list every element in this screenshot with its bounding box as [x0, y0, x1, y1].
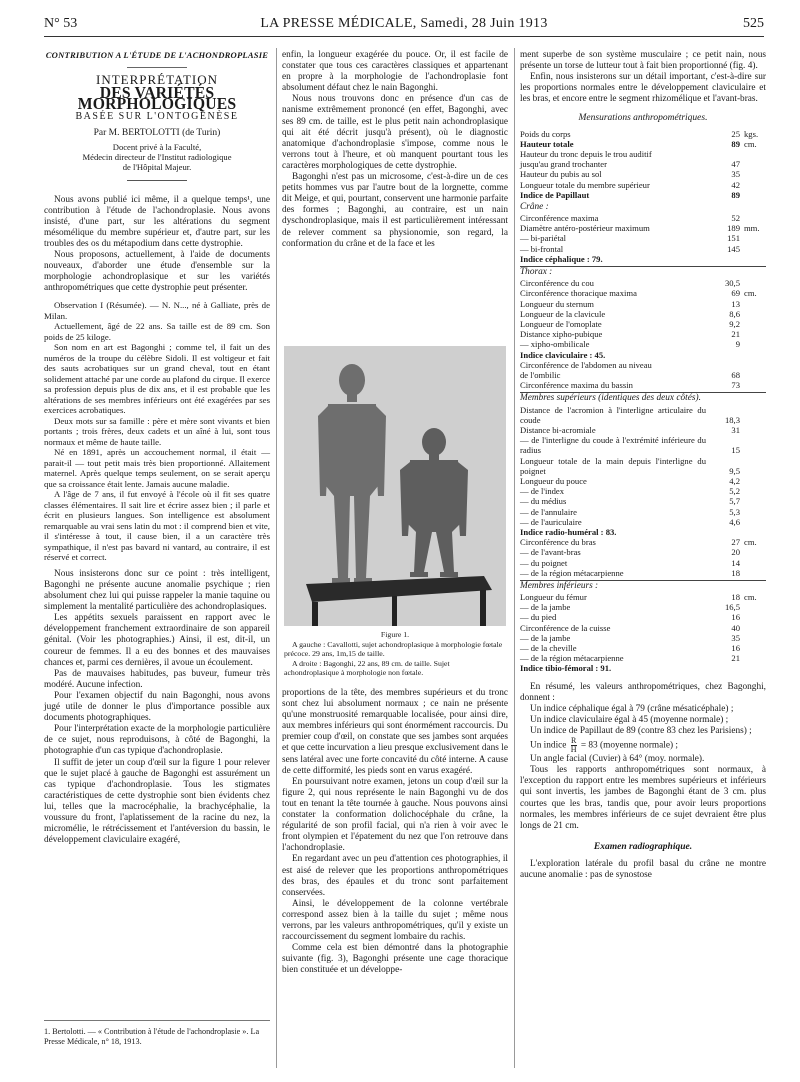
- measurement-value: 8,6: [729, 308, 740, 319]
- measurement-label: — du médius: [520, 496, 567, 507]
- measurement-value: 21: [731, 653, 740, 664]
- measurement-unit: [740, 633, 766, 643]
- author: Par M. BERTOLOTTI (de Turin): [93, 128, 221, 139]
- measurement-row: [520, 380, 766, 390]
- measurement-unit: [740, 149, 766, 159]
- section-label: Membres supérieurs (identiques des deux côtés).: [520, 392, 766, 404]
- paragraph: Pas de mauvaises habitudes, pas buveur, fumeur très modéré. Aucune infection.: [44, 668, 270, 690]
- measurement-row: [520, 278, 766, 288]
- measurement-unit: [740, 319, 766, 329]
- affiliation-line: de l'Hôpital Majeur.: [122, 161, 192, 172]
- column-2-continued: [282, 688, 508, 976]
- measurement-value: 89: [731, 138, 740, 149]
- measurement-row: [520, 547, 766, 557]
- measurement-unit: [740, 653, 766, 663]
- measurement-label: Longueur de l'omoplate: [520, 319, 602, 329]
- paragraph: Nous avons publié ici même, il a quelque temps¹, une contribution à l'étude de l'achondroplasie. Nous avons insisté, d'une part, sur les altérations du segment mésomélique du membre supérieur et, d'autre part, sur les troubles des os du métapodium dans cette dystrophie.: [44, 194, 270, 249]
- measurement-unit: mm.: [744, 223, 760, 234]
- paragraph: Un angle facial (Cuvier) à 64° (moy. normale).: [530, 754, 705, 765]
- measurement-label: — de la jambe: [520, 632, 571, 643]
- measurement-value: [706, 360, 740, 370]
- measurement-row: [520, 623, 766, 633]
- measurement-row: [520, 592, 766, 602]
- measurement-value: 5,2: [729, 486, 740, 497]
- observation-paragraph: Né en 1891, après un accouchement normal, il était — parait-il — tout petit mais très bien proportionné. Allaitement maternel. Après quelque temps seulement, on se serait aperçu que sa croissance était lente. Jamais aucune maladie.: [44, 447, 270, 489]
- measurement-value: [706, 350, 740, 360]
- paragraph: Les appétits sexuels paraissent en rapport avec le développement franchement extraordinaire de son appareil génital. (Voir les photographies.) Ainsi, il est, dit-il, un coureur de femmes. Il a eu des bonnes et des mauvaises chances et, parmi ces dernières, il avoue un écoulement.: [44, 613, 270, 668]
- measurement-unit: [740, 602, 766, 612]
- measurement-value: 27: [731, 537, 740, 548]
- measurement-row: [520, 612, 766, 622]
- figure-caption: [284, 630, 506, 678]
- measurement-unit: [740, 547, 766, 557]
- affiliation: [44, 142, 270, 172]
- measurement-value: 9: [735, 339, 740, 350]
- measurement-label: Longueur du sternum: [520, 298, 594, 309]
- measurement-unit: [740, 476, 766, 486]
- measurement-value: 14: [731, 557, 740, 568]
- measurement-label: — de l'annulaire: [520, 506, 577, 517]
- paragraph: Bagonghi n'est pas un microsome, c'est-à-dire un de ces petits hommes vus par l'autre bout de la lorgnette, comme dit Meige, et qui, pourtant, conservent une harmonie parfaite des formes ; Bagonghi, au contraire, est un nain dyschondroplasique, mais il est particulièrement intéressant de relever comment sa physionomie, son regard, la conformation du crâne et de la face et les: [282, 172, 508, 249]
- measurement-unit: [740, 568, 766, 578]
- measurement-value: 18,3: [724, 414, 740, 425]
- measurement-label: Hauteur du pubis au sol: [520, 169, 602, 180]
- measurement-unit: [740, 233, 766, 243]
- measurement-label: Indice claviculaire : 45.: [520, 349, 606, 360]
- measurement-row: [520, 159, 766, 169]
- measurement-label: Distance xipho-pubique: [520, 329, 603, 340]
- measurement-value: 151: [727, 233, 740, 244]
- section-heading: Examen radiographique.: [593, 841, 693, 852]
- measurement-value: 21: [731, 329, 740, 340]
- measurement-label: Longueur de la clavicule: [520, 308, 606, 319]
- measurement-label: — bi-pariétal: [520, 233, 567, 244]
- measurement-label: — de l'avant-bras: [520, 547, 581, 558]
- figure-title: Figure 1.: [380, 630, 410, 639]
- observation-paragraph: Observation I (Résumée). — N. N..., né à Galliate, près de Milan.: [44, 300, 270, 321]
- column-divider: [276, 48, 277, 1068]
- measurement-value: 9,5: [729, 465, 740, 476]
- measurement-value: 31: [731, 424, 740, 435]
- measurement-row: [520, 329, 766, 339]
- measurement-unit: [740, 507, 766, 517]
- measurement-value: 16,5: [724, 602, 740, 613]
- fraction-numerator: R: [570, 736, 577, 746]
- measurement-value: 4,2: [729, 475, 740, 486]
- measurement-label: Indice radio-huméral : 83.: [520, 526, 617, 537]
- caption-line: A droite : Bagonghi, 22 ans, 89 cm. de taille. Sujet achondroplasique à morphologie non fœtale.: [284, 658, 450, 677]
- measurement-label: Poids du corps: [520, 128, 571, 139]
- measurement-unit: [740, 329, 766, 339]
- affiliation-line: Médecin directeur de l'Institut radiologique: [82, 151, 232, 162]
- measurement-unit: [740, 350, 766, 360]
- measurement-value: [706, 663, 740, 673]
- measurement-row: [520, 129, 766, 139]
- measurement-row: [520, 653, 766, 663]
- measurement-value: 40: [731, 622, 740, 633]
- paragraph: proportions de la tête, des membres supérieurs et du tronc sont chez lui absolument normaux ; ce nain ne présente qu'une monstruosité remarquable localisée, pour ainsi dire, aux membres inférieurs qui sont énormément raccourcis. Du premier coup d'œil, on constate que ses jambes sont arquées et que cette incurvation a lieu presque exclusivement dans le sens latéral avec une forte concavité du côté interne. A cause de cette difformité, les pieds sont en varus exagéré.: [282, 688, 508, 776]
- measurement-label: Longueur totale du membre supérieur: [520, 179, 650, 190]
- paragraph: L'exploration latérale du profil basal du crâne ne montre aucune anomalie : pas de synostose: [520, 858, 766, 880]
- fraction-denominator: H: [570, 745, 577, 755]
- measurement-row: [520, 309, 766, 319]
- measurement-value: 30,5: [724, 278, 740, 289]
- measurement-unit: [740, 496, 766, 506]
- column-1: [44, 50, 270, 846]
- measurement-label: Circonférence de l'abdomen au niveau: [520, 359, 652, 370]
- measurement-row: [520, 223, 766, 233]
- paragraph: Enfin, nous insisterons sur un détail important, c'est-à-dire sur les proportions normales entre le développement claviculaire et les bras, et encore entre le segment rhizomélique et l'avant-bras.: [520, 72, 766, 105]
- measurement-unit: cm.: [744, 288, 757, 299]
- observation-paragraph: Son nom en art est Bagonghi ; comme tel, il fait un des numéros de la troupe du célèbre Sidoli. Il est voltigeur et fait des sauts acrobatiques sur un grand cheval, tout en étant solidement attaché par une corde au plafond du cirque. Il exerce sa profession depuis plus de dix ans, et il est probable que les altérations de ses membres inférieurs ont été exagérées par ses exercices acrobatiques.: [44, 342, 270, 416]
- measurement-label: — de l'index: [520, 486, 565, 497]
- measurement-row: [520, 339, 766, 349]
- measurement-label: — du pied: [520, 612, 557, 623]
- measurement-row: [520, 663, 766, 673]
- measurement-label: Circonférence de la cuisse: [520, 622, 611, 633]
- measurement-unit: [740, 558, 766, 568]
- text: Un indice: [530, 740, 567, 751]
- measurement-label: — de l'auriculaire: [520, 516, 582, 527]
- article-title-line1: INTERPRÉTATION: [95, 72, 218, 88]
- divider: [127, 180, 187, 181]
- measurement-row: [520, 568, 766, 578]
- measurement-row: [520, 288, 766, 298]
- measurement-label: Hauteur du tronc depuis le trou auditif: [520, 148, 652, 159]
- issue-number: N° 53: [44, 16, 78, 31]
- column-divider: [514, 48, 515, 1068]
- measurement-unit: [740, 380, 766, 390]
- measurement-value: 47: [731, 159, 740, 170]
- paragraph: En poursuivant notre examen, jetons un coup d'œil sur la figure 2, qui nous représente le nain Bagonghi vu de dos tout en tenant la tête tournée à gauche. Nous pouvons ainsi constater la conformation dolichocéphale du crâne, la régularité de son profil facial, qui n'a rien à voir avec le front olympien et l'épatement du nez que l'on retrouve dans l'achondroplasie.: [282, 776, 508, 854]
- measurement-value: 73: [731, 380, 740, 391]
- measurement-unit: [740, 254, 766, 264]
- measurement-row: [520, 496, 766, 506]
- column-2: [282, 50, 508, 250]
- paragraph: Un indice claviculaire égal à 45 (moyenne normale) ;: [530, 714, 729, 725]
- measurement-value: 18: [731, 592, 740, 603]
- figure-photograph: [284, 346, 506, 626]
- paragraph: Pour l'examen objectif du nain Bagonghi, nous avons jugé utile de donner le plus d'importance possible aux documents photographiques.: [44, 690, 270, 724]
- paragraph: Nous insisterons donc sur ce point : très intelligent, Bagonghi ne présente aucune anomalie psychique ; rien absolument chez lui qui puisse rappeler la manie taquine ou simplement la mentalité particulière des achondroplasiques.: [44, 568, 270, 613]
- measurement-unit: [740, 159, 766, 169]
- measurement-unit: [740, 360, 766, 370]
- measurement-label: Longueur du fémur: [520, 592, 587, 603]
- measurements-table: [520, 129, 766, 200]
- measurement-unit: [740, 517, 766, 527]
- measurement-value: 4,6: [729, 516, 740, 527]
- measurement-row: [520, 558, 766, 568]
- measurement-unit: cm.: [744, 592, 757, 603]
- paragraph: Un indice céphalique égal à 79 (crâne mésaticéphale) ;: [530, 703, 734, 714]
- measurement-unit: kgs.: [744, 128, 759, 139]
- measurement-label: — de la jambe: [520, 602, 571, 613]
- measurement-value: 68: [731, 370, 740, 381]
- article-subtitle: BASÉE SUR L'ONTOGENÈSE: [75, 111, 239, 123]
- measurement-label: Diamètre antéro-postérieur maximum: [520, 223, 650, 234]
- measurement-label: Circonférence thoracique maxima: [520, 288, 637, 299]
- measurement-value: 69: [731, 288, 740, 299]
- paragraph: [520, 737, 766, 754]
- measurement-unit: [740, 299, 766, 309]
- measurement-row: [520, 507, 766, 517]
- measurement-value: 9,2: [729, 319, 740, 329]
- paragraph: Ainsi, le développement de la colonne vertébrale correspond assez bien à la taille du sujet ; même nous verrons, par les valeurs anthropométriques, qu'il y existe un raccourcissement du segment lombaire du rachis.: [282, 898, 508, 943]
- measurement-row: [520, 476, 766, 486]
- paragraph: En résumé, les valeurs anthropométriques, chez Bagonghi, donnent :: [520, 681, 766, 703]
- paragraph: Un indice de Papillaut de 89 (contre 83 chez les Parisiens) ;: [530, 726, 752, 737]
- measurement-row: [520, 633, 766, 643]
- paragraph: En regardant avec un peu d'attention ces photographies, il est aisé de relever que les proportions anthropométriques des bras, des épaules et du tronc sont parfaitement conservées.: [282, 854, 508, 898]
- column-3: [520, 50, 766, 881]
- measurement-label: Circonférence du cou: [520, 278, 594, 289]
- paragraph: enfin, la longueur exagérée du pouce. Or, il est facile de constater que tous ces caractères classiques et appartenant en propre à la morphologie de l'achondroplasie font absolument défaut chez le nain Bagonghi.: [282, 50, 508, 94]
- measurements-table: [520, 213, 766, 264]
- measurement-row: [520, 254, 766, 264]
- observation-paragraph: Actuellement, âgé de 22 ans. Sa taille est de 89 cm. Son poids de 25 kiloge.: [44, 321, 270, 342]
- measurements-title: Mensurations anthropométriques.: [578, 113, 708, 124]
- measurement-row: [520, 360, 766, 370]
- measurements-table: [520, 278, 766, 390]
- divider: [127, 67, 187, 68]
- section-label: Crâne :: [520, 201, 549, 212]
- measurement-unit: [740, 486, 766, 496]
- measurement-unit: [740, 309, 766, 319]
- measurement-row: [520, 149, 766, 159]
- measurement-unit: [740, 213, 766, 223]
- journal-title: LA PRESSE MÉDICALE, Samedi, 28 Juin 1913: [260, 16, 548, 31]
- measurement-value: 18: [731, 567, 740, 578]
- caption-line: A gauche : Cavallotti, sujet achondroplasique à morphologie fœtale précoce. 29 ans, 1m,15 de taille.: [284, 639, 503, 658]
- measurement-unit: [740, 190, 766, 200]
- measurement-label: Circonférence maxima du bassin: [520, 380, 633, 391]
- measurement-unit: [740, 456, 766, 476]
- measurement-unit: [740, 425, 766, 435]
- measurement-row: [520, 425, 766, 435]
- article-rubric: CONTRIBUTION A L'ÉTUDE DE L'ACHONDROPLASIE: [45, 50, 269, 60]
- observation-paragraph: Deux mots sur sa famille : père et mère sont vivants et bien portants ; trois frères, deux cadets et un aîné à lui, sont tous normaux et même de haute taille.: [44, 415, 270, 447]
- measurement-value: 20: [731, 547, 740, 558]
- footnote: 1. Bertolotti. — « Contribution à l'étude de l'achondroplasie ». La Presse Médicale, n° 18, 1913.: [44, 1020, 270, 1047]
- measurement-value: 145: [727, 243, 740, 254]
- measurement-row: [520, 180, 766, 190]
- page-header: [44, 14, 764, 37]
- measurement-label: — de la cheville: [520, 643, 577, 654]
- measurement-value: 52: [731, 213, 740, 224]
- measurement-label: Distance de l'acromion à l'interligne articulaire du coude: [520, 404, 706, 425]
- measurement-value: 5,7: [729, 496, 740, 507]
- page-number: 525: [743, 16, 764, 31]
- measurement-label: Indice céphalique : 79.: [520, 253, 603, 264]
- measurement-label: de l'ombilic: [520, 370, 561, 381]
- paragraph: Tous les rapports anthropométriques sont normaux, à l'exception du rapport entre les membres supérieurs et inférieurs qui sont invertis, les jambes de Bagonghi étant de 3 cm. plus courtes que les bras, tandis que, pour avoir leurs proportions normales, les membres inférieurs de ce sujet devraient être plus longs de 21 cm.: [520, 765, 766, 831]
- paragraph: Pour l'interprétation exacte de la morphologie particulière de ce sujet, nous reproduisons, à côté de Bagonghi, la photographie d'un cas typique d'achondroplasie.: [44, 724, 270, 757]
- paragraph: Nous nous trouvons donc en présence d'un cas de nanisme extrêmement prononcé (en effet, Bagonghi, avec ses 89 cm. de taille, est le plus petit nain achondroplasique qui ait été décrit jusqu'à présent), où le diagnostic anatomique d'achondroplasie s'impose, comme nous le verrons tout à l'heure, et où manquent pourtant tous les caractères morphologiques de cette dystrophie.: [282, 94, 508, 171]
- measurement-label: Distance bi-acromiale: [520, 424, 596, 435]
- measurement-label: Circonférence du bras: [520, 537, 596, 548]
- measurement-unit: [740, 663, 766, 673]
- measurement-value: 13: [731, 298, 740, 309]
- measurement-row: [520, 169, 766, 179]
- measurement-label: jusqu'au grand trochanter: [520, 159, 607, 170]
- measurement-unit: [740, 405, 766, 425]
- measurement-value: 42: [731, 179, 740, 190]
- measurement-label: Hauteur totale: [520, 138, 574, 149]
- measurement-row: [520, 537, 766, 547]
- article-title: DES VARIÉTÉS MORPHOLOGIQUES: [77, 83, 237, 114]
- two-figures-photo: [284, 346, 506, 626]
- measurement-value: 16: [731, 612, 740, 623]
- measurement-unit: [740, 180, 766, 190]
- measurement-row: [520, 299, 766, 309]
- measurement-value: 89: [731, 189, 740, 200]
- measurement-unit: cm.: [744, 138, 757, 149]
- measurement-label: — du poignet: [520, 557, 568, 568]
- measurement-unit: [740, 643, 766, 653]
- measurement-value: 16: [731, 643, 740, 654]
- paragraph: ment superbe de son système musculaire ; ce petit nain, nous présente un torse de lutteur tout à fait bien proportionné (fig. 4).: [520, 50, 766, 72]
- measurement-value: 5,3: [729, 506, 740, 517]
- section-label: Thorax :: [520, 266, 766, 278]
- measurement-row: [520, 517, 766, 527]
- measurement-value: [706, 149, 740, 159]
- measurement-unit: [740, 244, 766, 254]
- text: = 83 (moyenne normale) ;: [580, 740, 678, 751]
- measurement-row: [520, 527, 766, 537]
- measurement-row: [520, 643, 766, 653]
- measurement-value: 35: [731, 632, 740, 643]
- measurement-label: Longueur du pouce: [520, 475, 587, 486]
- measurement-label: Circonférence maxima: [520, 213, 599, 224]
- measurement-row: [520, 233, 766, 243]
- measurement-row: [520, 486, 766, 496]
- measurement-label: — de l'interligne du coude à l'extrémité inférieure du radius: [520, 435, 706, 456]
- paragraph: Il suffit de jeter un coup d'œil sur la figure 1 pour relever que le sujet placé à gauche de Bagonghi est assurément un cas typique d'achondroplasie. Tous les stigmates caractéristiques de cette dystrophie sont bien évidents chez lui, telles que la macrocéphalie, la brachycéphalie, la voussure du front, l'aplatissement de la racine du nez, la micromélie, le rétrécissement et l'antéversion du bassin, le développement claviculaire exagéré,: [44, 757, 270, 846]
- measurement-unit: [740, 278, 766, 288]
- measurement-unit: [740, 169, 766, 179]
- measurement-label: Longueur totale de la main depuis l'interligne du poignet: [520, 455, 706, 476]
- measurements-table: [520, 592, 766, 674]
- measurement-unit: [740, 612, 766, 622]
- measurement-label: — de la région métacarpienne: [520, 653, 624, 664]
- measurement-row: [520, 190, 766, 200]
- measurement-unit: [740, 527, 766, 537]
- measurement-value: 15: [731, 445, 740, 456]
- measurement-value: [706, 527, 740, 537]
- measurement-row: [520, 405, 766, 425]
- measurement-row: [520, 139, 766, 149]
- measurement-value: 35: [731, 169, 740, 180]
- measurement-value: 189: [727, 223, 740, 234]
- measurement-row: [520, 350, 766, 360]
- measurement-label: Indice tibio-fémoral : 91.: [520, 663, 612, 674]
- measurement-unit: [740, 435, 766, 455]
- paragraph: Comme cela est bien démontré dans la photographie suivante (fig. 3), Bagonghi présente une cage thoracique bien constituée et un développe-: [282, 943, 508, 976]
- measurement-unit: cm.: [744, 537, 757, 548]
- measurement-row: [520, 319, 766, 329]
- measurement-unit: [740, 623, 766, 633]
- measurement-row: [520, 370, 766, 380]
- measurement-row: [520, 456, 766, 476]
- measurement-row: [520, 213, 766, 223]
- measurement-unit: [740, 370, 766, 380]
- measurement-label: — de la région métacarpienne: [520, 567, 624, 578]
- affiliation-line: Docent privé à la Faculté,: [112, 141, 202, 152]
- measurement-row: [520, 602, 766, 612]
- measurement-value: 25: [731, 128, 740, 139]
- measurement-unit: [740, 339, 766, 349]
- measurements-table: [520, 405, 766, 578]
- observation-paragraph: A l'âge de 7 ans, il fut envoyé à l'école où il fit ses quatre classes élémentaires. Il sait lire et écrire assez bien ; il parle et écrit en plusieurs langues. Son intelligence est absolument remarquable au vrai sens latin du mot : il comprend bien et vite, il s'intéresse à tout, il cause bien, il a un caractère très sympathique, il n'est pas bavard ni vantard, au contraire, il est réservé et correct.: [44, 489, 270, 563]
- measurement-row: [520, 244, 766, 254]
- measurement-label: — bi-frontal: [520, 243, 564, 254]
- section-label: Membres inférieurs :: [520, 580, 766, 592]
- paragraph: Nous proposons, actuellement, à l'aide de documents nouveaux, d'aborder une étude d'ensemble sur la morphologie achondroplasique et sur les variétés anthropométriques que cette dystrophie peut présenter.: [44, 250, 270, 294]
- measurement-label: Indice de Papillaut: [520, 189, 590, 200]
- measurement-label: — xipho-ombilicale: [520, 339, 590, 350]
- measurement-row: [520, 435, 766, 455]
- measurement-value: [706, 254, 740, 264]
